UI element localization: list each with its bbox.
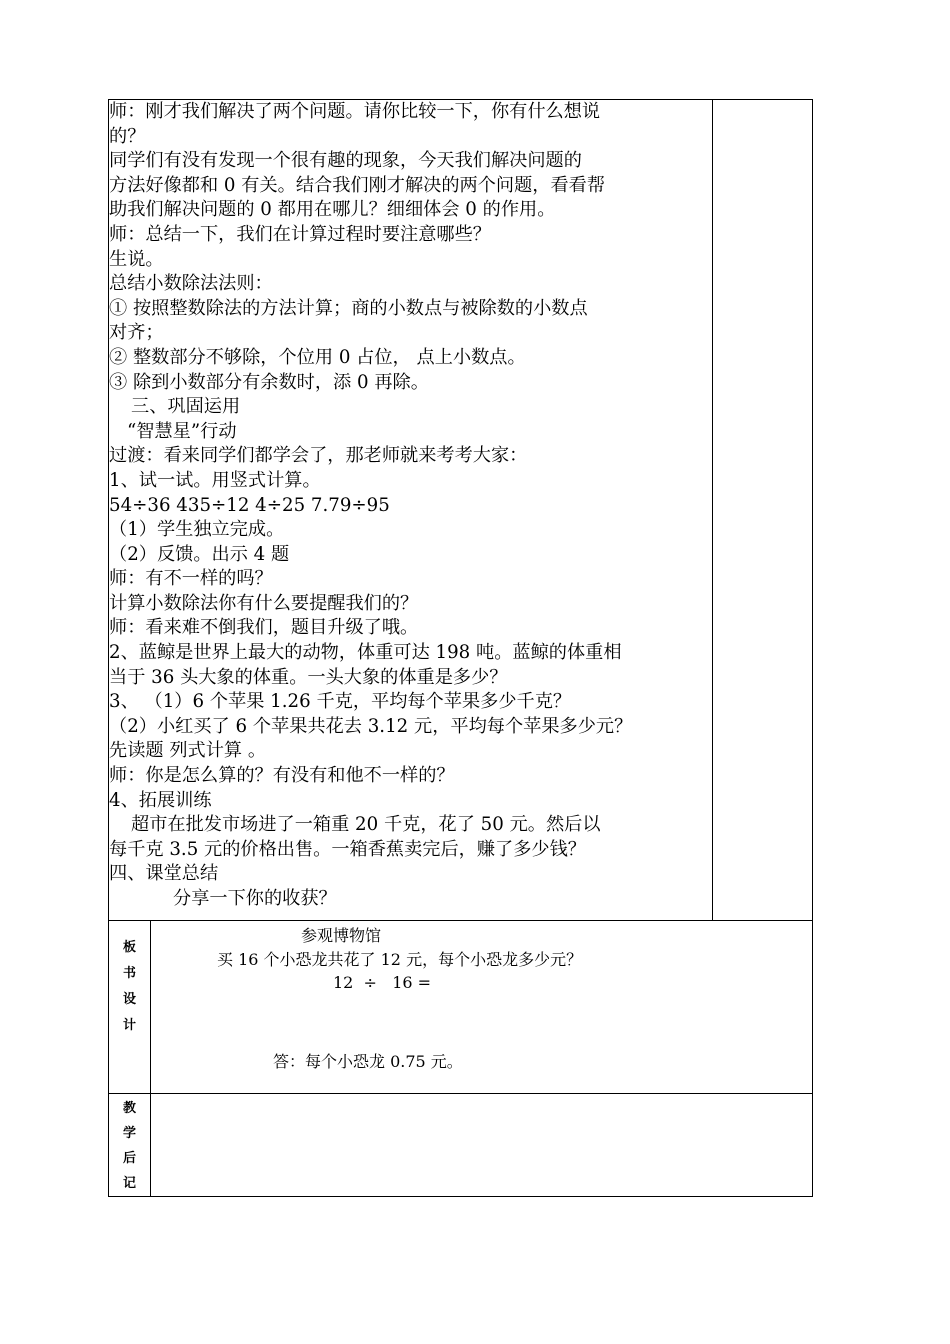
lesson-line: ① 按照整数除法的方法计算；商的小数点与被除数的小数点 — [109, 297, 588, 319]
board-expression: 12 ÷ 16 = — [333, 973, 432, 992]
lesson-line: （2）反馈。出示 4 题 — [109, 543, 290, 565]
lesson-line: 每千克 3.5 元的价格出售。一箱香蕉卖完后，赚了多少钱？ — [109, 838, 586, 860]
reflection-label — [109, 1094, 151, 1197]
lesson-line: 师：你是怎么算的？有没有和他不一样的？ — [109, 765, 455, 787]
lesson-line: 的？ — [109, 125, 146, 147]
reflection-row — [109, 1094, 813, 1197]
lesson-content-row — [109, 100, 813, 921]
board-design-cell — [151, 921, 813, 1094]
lesson-line: 3、 （1）6 个苹果 1.26 千克，平均每个苹果多少千克？ — [109, 691, 572, 713]
lesson-line: 师：有不一样的吗？ — [109, 568, 273, 590]
lesson-line: ② 整数部分不够除，个位用 0 占位， 点上小数点。 — [109, 346, 526, 368]
board-label-char-3: 设 — [122, 992, 136, 1007]
lesson-line: 超市在批发市场进了一箱重 20 千克，花了 50 元。然后以 — [131, 814, 601, 836]
lesson-line: 54÷36 435÷12 4÷25 7.79÷95 — [109, 494, 390, 516]
lesson-line: （1）学生独立完成。 — [109, 519, 285, 541]
lesson-line: 四、课堂总结 — [109, 863, 219, 885]
lesson-line: 先读题 列式计算 。 — [109, 740, 267, 762]
board-label-char-2: 书 — [122, 966, 136, 981]
board-label-char-1: 板 — [122, 940, 136, 955]
lesson-line: 当于 36 头大象的体重。一头大象的体重是多少？ — [109, 666, 508, 688]
lesson-line: 过渡：看来同学们都学会了，那老师就来考考大家： — [109, 445, 528, 467]
reflection-label-char-1: 教 — [122, 1101, 136, 1116]
lesson-line: 分享一下你的收获？ — [173, 888, 337, 909]
lesson-content-cell — [109, 100, 713, 921]
lesson-line: ③ 除到小数部分有余数时，添 0 再除。 — [109, 371, 429, 393]
lesson-line: 总结小数除法法则： — [109, 273, 273, 295]
lesson-plan-table — [108, 99, 813, 1197]
lesson-line: 生说。 — [109, 248, 164, 270]
lesson-line: 助我们解决问题的 0 都用在哪儿？细细体会 0 的作用。 — [109, 199, 556, 221]
lesson-line: 2、蓝鲸是世界上最大的动物，体重可达 198 吨。蓝鲸的体重相 — [109, 642, 622, 664]
notes-cell — [713, 100, 813, 921]
board-problem: 买 16 个小恐龙共花了 12 元，每个小恐龙多少元？ — [217, 950, 583, 969]
lesson-line: 1、试一试。用竖式计算。 — [109, 469, 321, 491]
lesson-line: 师：看来难不倒我们，题目升级了哦。 — [109, 617, 419, 639]
lesson-line: “智慧星”行动 — [127, 420, 237, 442]
lesson-lines — [109, 100, 712, 912]
lesson-line: 同学们有没有发现一个很有趣的现象，今天我们解决问题的 — [109, 150, 582, 172]
lesson-line: 师：刚才我们解决了两个问题。请你比较一下，你有什么想说 — [109, 101, 601, 122]
board-label-char-4: 计 — [122, 1018, 136, 1033]
lesson-line: （2）小红买了 6 个苹果共花去 3.12 元，平均每个苹果多少元？ — [109, 715, 633, 737]
reflection-cell — [151, 1094, 813, 1197]
board-answer: 答：每个小恐龙 0.75 元。 — [273, 1052, 463, 1071]
board-design-row — [109, 921, 813, 1094]
board-design-label — [109, 921, 151, 1094]
lesson-line: 三、巩固运用 — [131, 396, 241, 418]
reflection-label-char-3: 后 — [122, 1151, 136, 1166]
lesson-line: 师：总结一下，我们在计算过程时要注意哪些？ — [109, 223, 491, 245]
reflection-label-char-2: 学 — [122, 1126, 136, 1141]
lesson-line: 方法好像都和 0 有关。结合我们刚才解决的两个问题，看看帮 — [109, 174, 606, 196]
board-title: 参观博物馆 — [301, 926, 382, 945]
lesson-line: 对齐； — [109, 322, 164, 344]
reflection-label-char-4: 记 — [122, 1176, 136, 1191]
lesson-line: 计算小数除法你有什么要提醒我们的？ — [109, 592, 419, 614]
lesson-line: 4、拓展训练 — [109, 789, 212, 811]
